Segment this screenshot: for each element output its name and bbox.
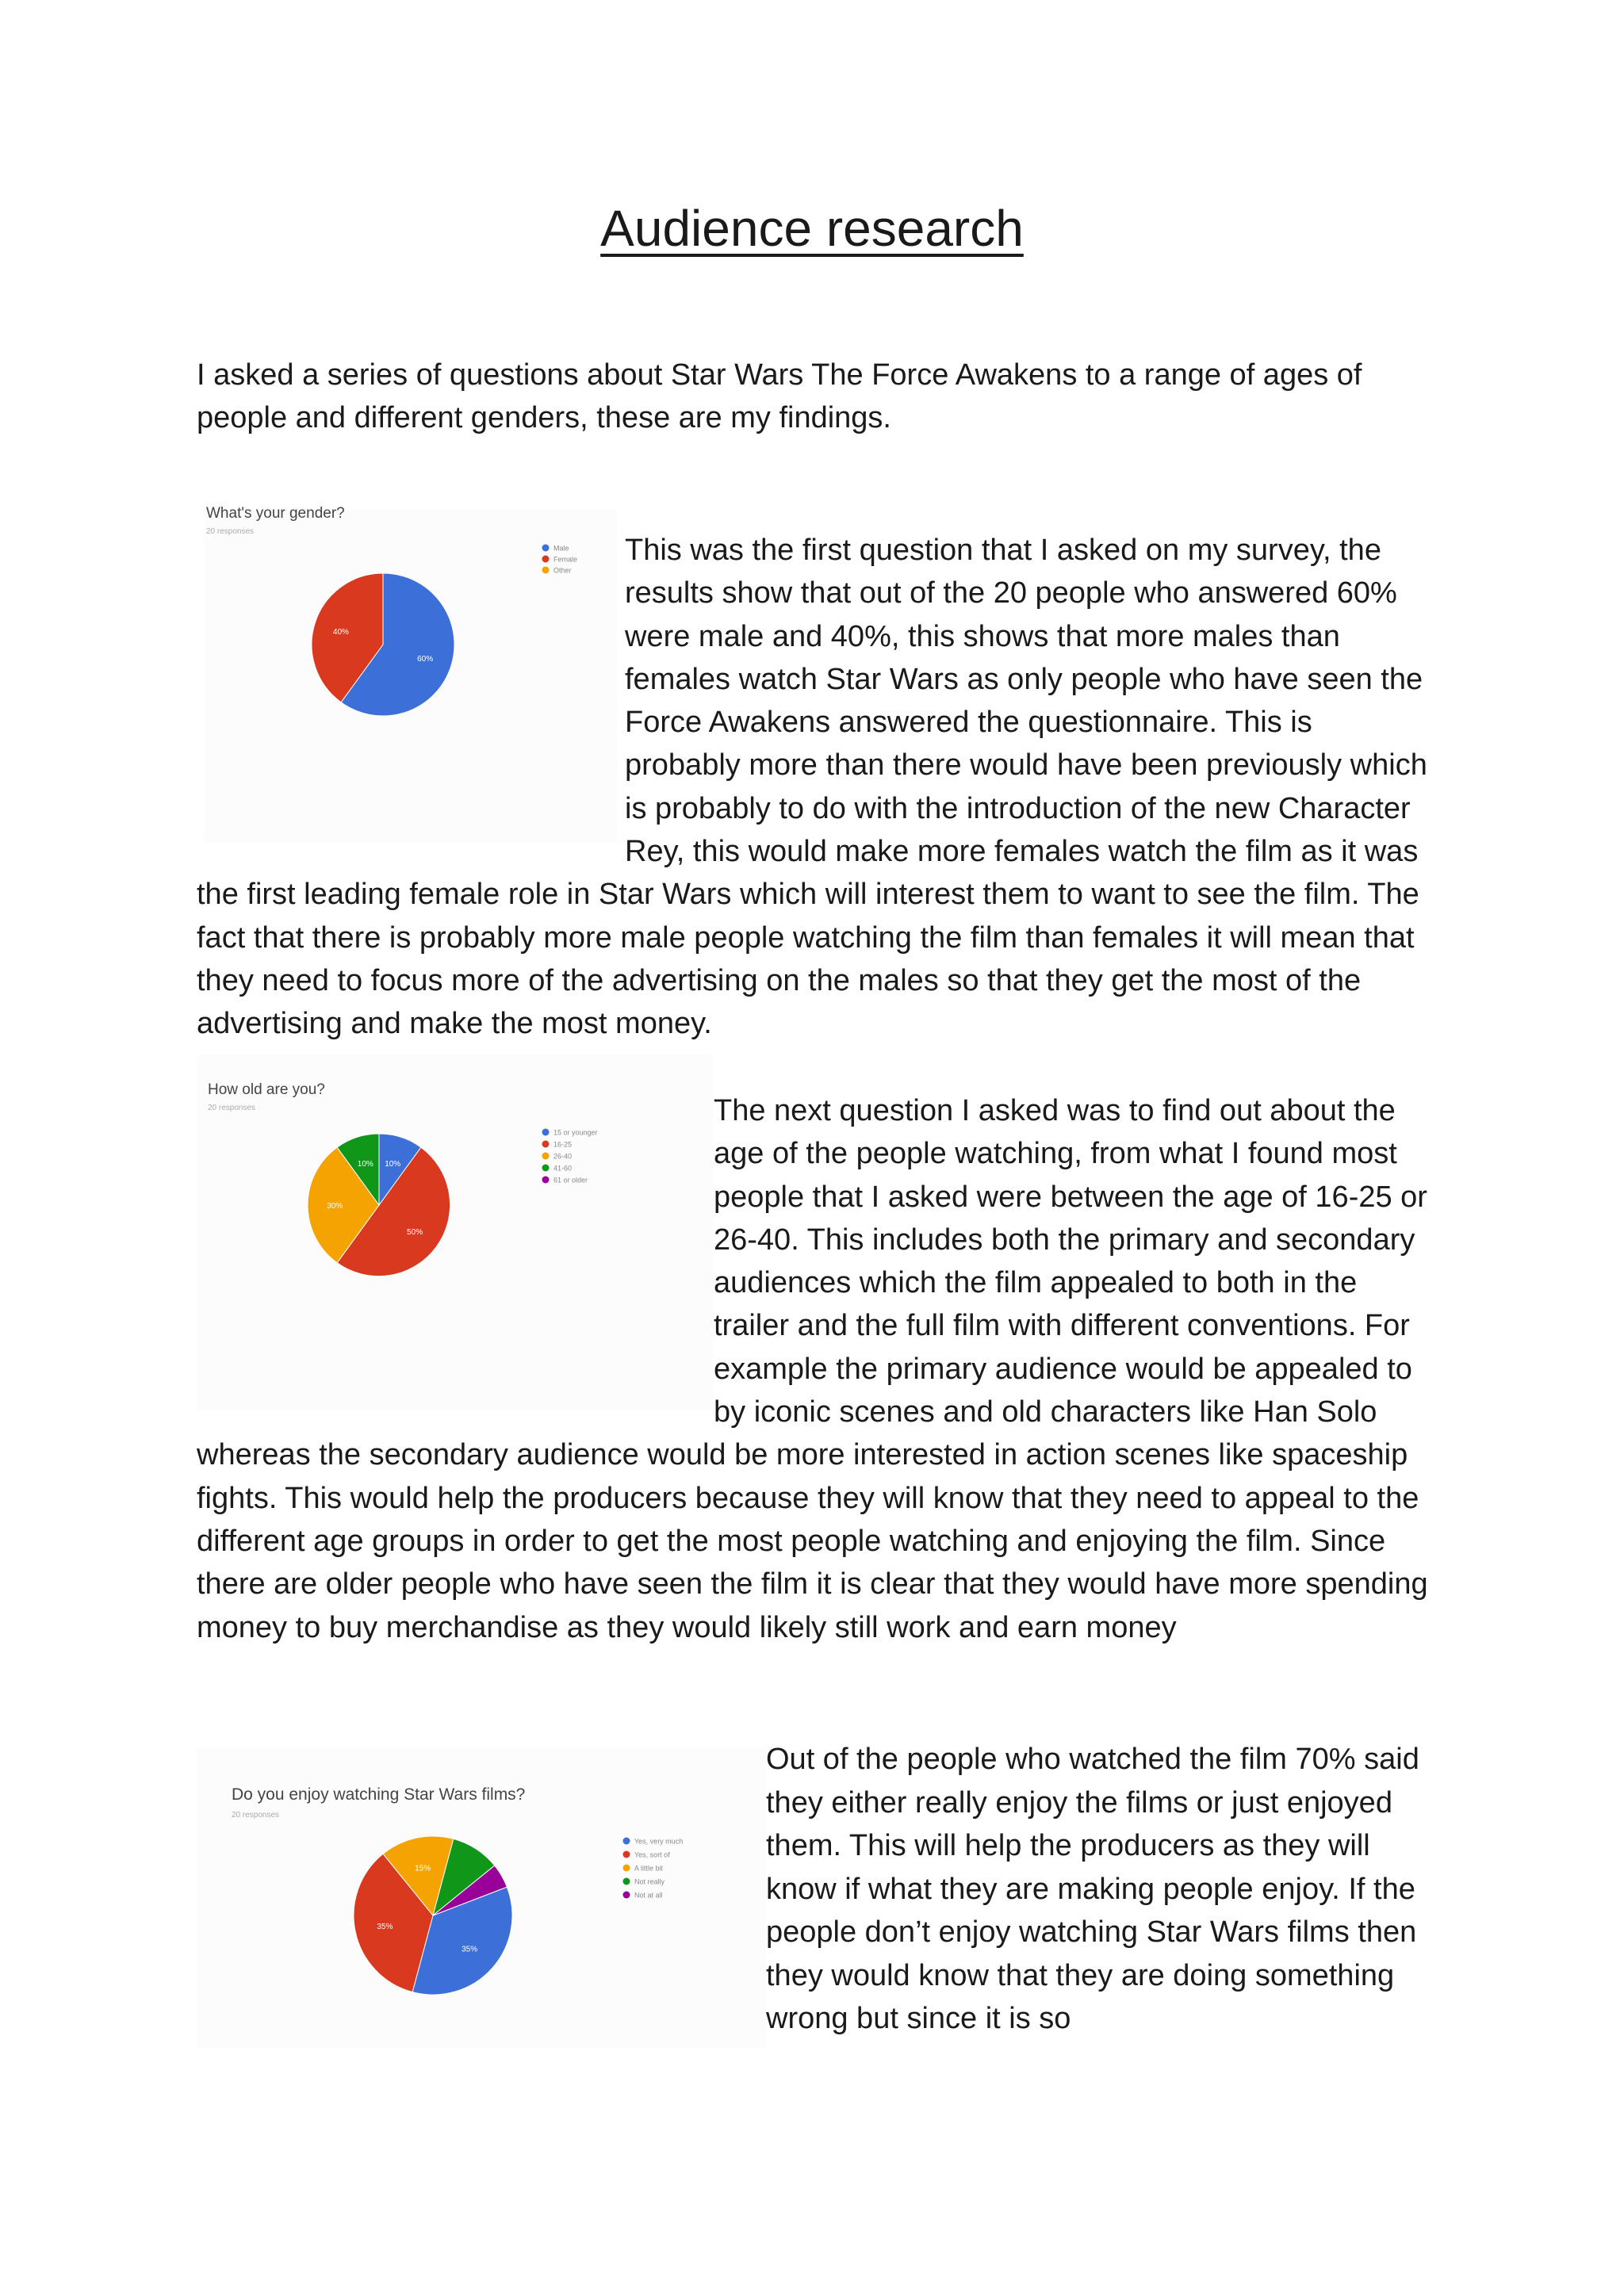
legend-label: 61 or older <box>553 1176 588 1184</box>
legend-label: Yes, very much <box>634 1837 684 1846</box>
section-age <box>197 1081 1434 1649</box>
enjoyment-pie-chart <box>197 1747 766 2049</box>
page-title <box>0 197 1624 260</box>
legend-marker <box>542 1177 550 1184</box>
chart-subtitle: 20 responses <box>206 527 255 536</box>
section-enjoyment-text: Out of the people who watched the film 70% said they either really enjoy the films or just enjoyed them. This will help the producers as they will know if what they are making people enjoy. If the people don’t enjoy watching Star Wars films then they would know that they are doing something wrong but since it is so <box>766 1743 1419 2035</box>
gender-pie-chart <box>197 494 625 851</box>
slice-label: 35% <box>377 1922 393 1931</box>
legend-marker <box>623 1865 630 1872</box>
age-chart-figure <box>197 1054 714 1411</box>
legend-label: A little bit <box>634 1864 664 1873</box>
legend-marker <box>542 545 550 552</box>
age-pie-chart <box>197 1054 714 1411</box>
chart-background <box>197 1054 714 1411</box>
slice-label: 15% <box>415 1864 431 1873</box>
section-age-text: The next question I asked was to find out about the age of the people watching, from what I found most people that I asked were between the age of 16-25 or 26-40. This includes both the primary and secondary audiences which the film appealed to both in the trailer and the full film with different conventions. For example the primary audience would be appealed to by iconic scenes and old characters like Han Solo whereas the secondary audience would be more interested in action scenes like spaceship fights. This would help the producers because they will know that they need to appeal to the different age groups in order to get the most people watching and enjoying the film. Since there are older people who have seen the film it is clear that they would have more spending money to buy merchandise as they would likely still work and earn money <box>197 1094 1428 1644</box>
legend-marker <box>623 1892 630 1899</box>
chart-title: How old are you? <box>208 1081 325 1098</box>
slice-label: 10% <box>357 1159 373 1169</box>
legend-label: Male <box>553 544 569 553</box>
chart-title: Do you enjoy watching Star Wars films? <box>232 1785 526 1804</box>
legend-label: 15 or younger <box>553 1128 598 1137</box>
legend-marker <box>542 1129 550 1136</box>
legend-marker <box>623 1878 630 1885</box>
slice-label: 40% <box>332 627 349 637</box>
slice-label: 10% <box>385 1159 401 1169</box>
legend-marker <box>623 1838 630 1845</box>
page-title-text: Audience research <box>600 200 1024 257</box>
legend-marker <box>542 1165 550 1172</box>
legend-label: 16-25 <box>553 1140 573 1149</box>
legend-label: Yes, sort of <box>634 1850 670 1859</box>
legend-marker <box>542 1153 550 1160</box>
section-enjoyment <box>197 1738 1434 2049</box>
slice-label: 35% <box>462 1945 478 1954</box>
legend-marker <box>542 567 550 574</box>
legend-label: Other <box>553 566 572 575</box>
slice-label: 60% <box>417 655 434 664</box>
legend-label: Not at all <box>634 1891 663 1900</box>
legend-marker <box>623 1851 630 1858</box>
chart-title: What's your gender? <box>206 505 345 522</box>
slice-label: 30% <box>327 1202 343 1211</box>
legend-marker <box>542 556 550 563</box>
chart-subtitle: 20 responses <box>208 1104 256 1112</box>
legend-label: Female <box>553 555 578 564</box>
slice-label: 50% <box>407 1227 423 1237</box>
legend-marker <box>542 1141 550 1148</box>
gender-chart-figure <box>197 494 625 851</box>
legend-label: 26-40 <box>553 1152 573 1161</box>
legend-label: 41-60 <box>553 1164 573 1173</box>
intro-paragraph: I asked a series of questions about Star Wars The Force Awakens to a range of ages of people and different genders, these are my findings. <box>197 358 1362 434</box>
enjoyment-chart-figure <box>197 1747 766 2049</box>
section-gender-text: This was the first question that I asked on my survey, the results show that out of the 20 people who answered 60% were male and 40%, this shows that more males than females watch Star Wars as only people who have seen the Force Awakens answered the questionnaire. This is probably more than there would have been previously which is probably to do with the introduction of the new Character Rey, this would make more females watch the film as it was the first leading female role in Star Wars which will interest them to want to see the film. The fact that there is probably more male people watching the film than females it will mean that they need to focus more of the advertising on the males so that they get the most of the advertising and make the most money. <box>197 534 1427 1041</box>
section-gender <box>197 505 1434 1046</box>
chart-subtitle: 20 responses <box>232 1811 280 1820</box>
legend-label: Not really <box>634 1877 665 1886</box>
